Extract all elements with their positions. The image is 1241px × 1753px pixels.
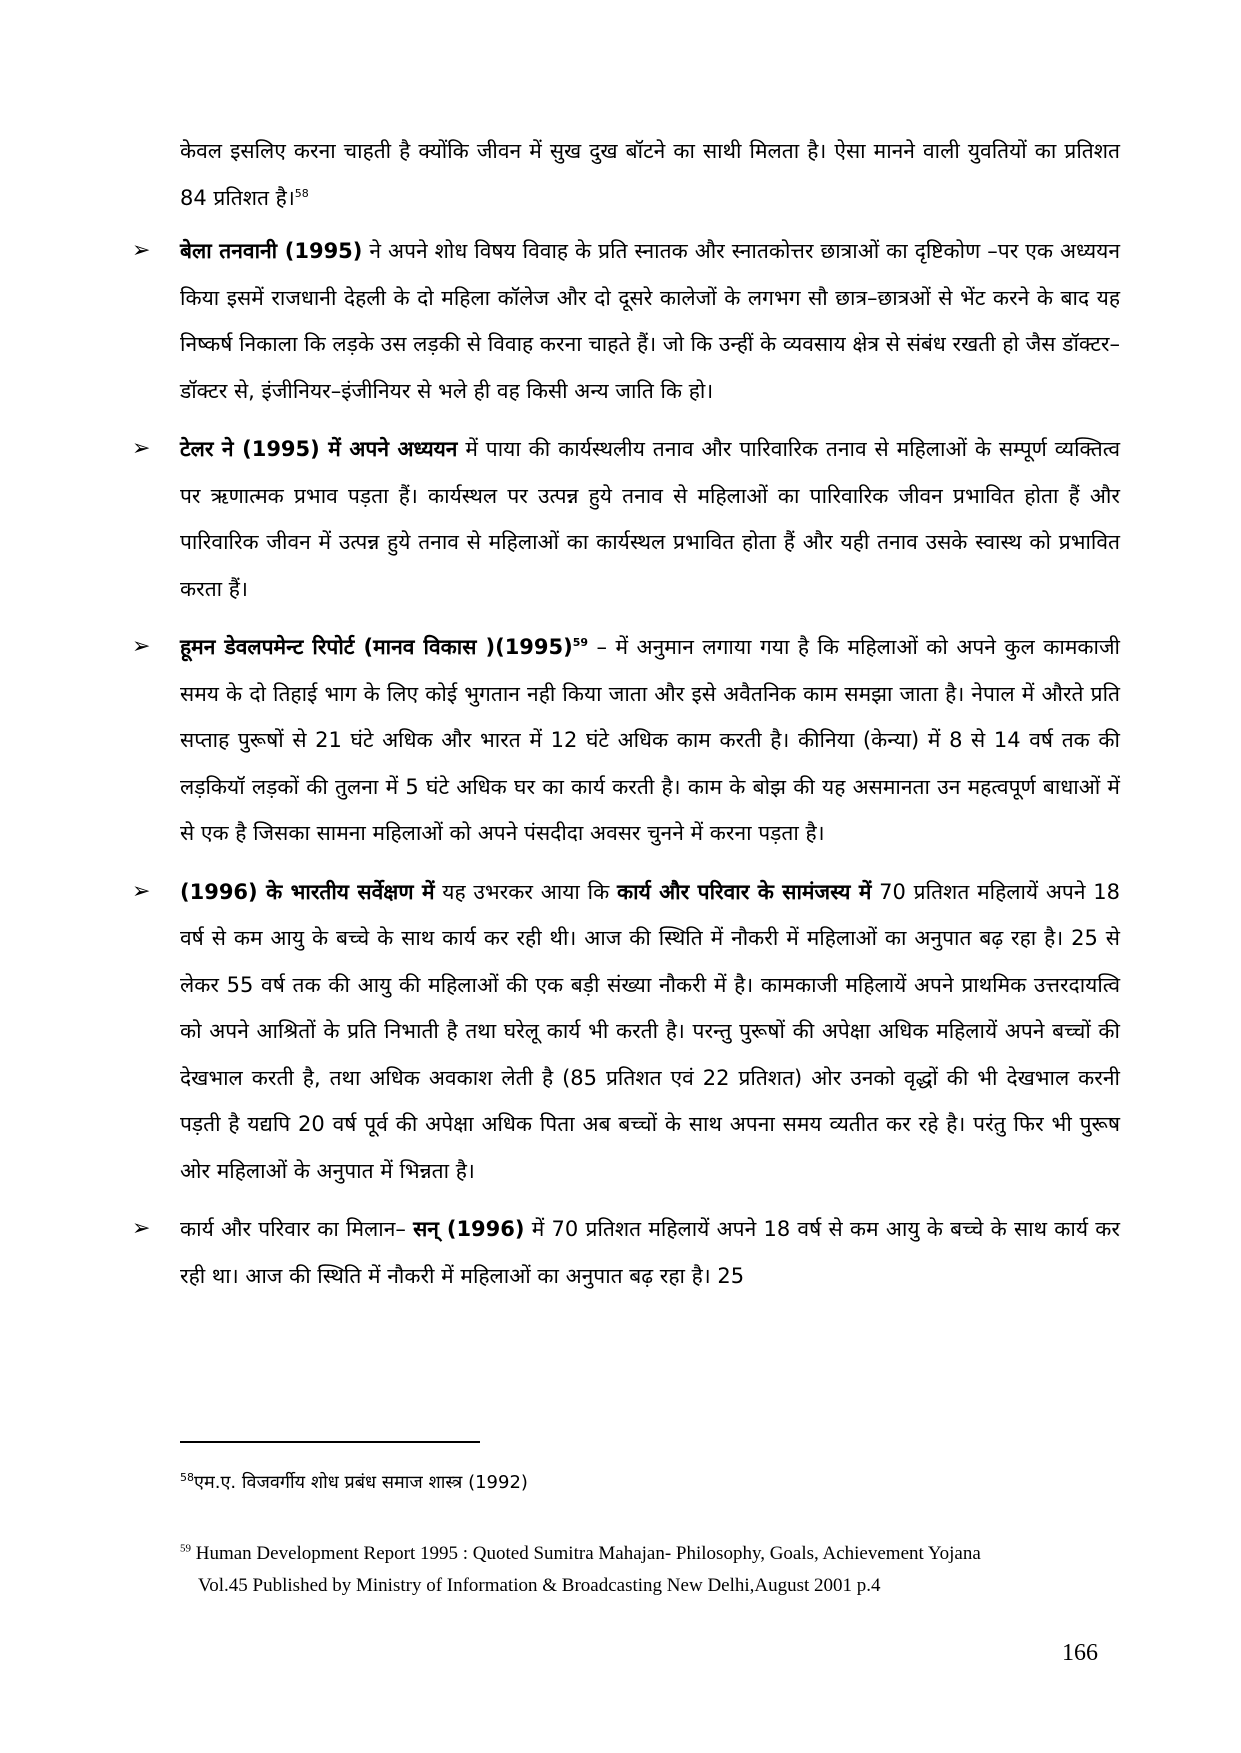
footnote-number: 58	[180, 1471, 194, 1484]
bullet-item-taylor	[128, 426, 1120, 612]
bullet-text: ने अपने शोध विषय विवाह के प्रति स्नातक और स्नातकोत्तर छात्राओं का दृष्टिकोण –पर एक अध्ययन किया इसमें राजधानी देहली के दो महिला कॉलेज और दो दूसरे कालेजों के लगभग सौ छात्र–छात्रओं से भेंट करने के बाद यह निष्कर्ष निकाला कि लड़के उस लड़की से विवाह करना चाहते हैं। जो कि उन्हीं के व्यवसाय क्षेत्र से संबंध रखती हो जैस डॉक्टर–डॉक्टर से, इंजीनियर–इंजीनियर से भले ही वह किसी अन्य जाति कि हो।	[180, 239, 1120, 403]
footnote-ref-58: 58	[294, 186, 309, 200]
intro-paragraph	[180, 128, 1120, 221]
bullet-heading: हूमन डेवलपमेन्ट रिपोर्ट (मानव विकास )(1995)	[180, 635, 573, 659]
bullet-heading: सन् (1996)	[413, 1217, 525, 1241]
arrow-bullet-icon: ➢	[132, 1216, 151, 1241]
bullet-heading: टेलर ने (1995) में अपने अध्ययन	[180, 437, 458, 461]
bullet-text: में 70 प्रतिशत महिलायें अपने 18 वर्ष से कम आयु के बच्चे के साथ कार्य कर रही था। आज की स्थिति में नौकरी में महिलाओं का अनुपात बढ़ रहा है। 25	[180, 1217, 1120, 1288]
bullet-text-a: यह उभरकर आया कि	[434, 879, 617, 904]
page-number: 166	[1062, 1640, 1098, 1666]
bullet-item-tanwani	[128, 228, 1120, 414]
footnote-text: एम.ए. विजवर्गीय शोध प्रबंध समाज शास्त्र (1992)	[194, 1472, 528, 1493]
footnote-ref-59: 59	[572, 636, 589, 649]
footnote-text-line1: Human Development Report 1995 : Quoted Sumitra Mahajan- Philosophy, Goals, Achievement Yojana	[191, 1543, 981, 1564]
bullet-item-survey-1996	[128, 869, 1120, 1195]
intro-text: केवल इसलिए करना चाहती है क्योंकि जीवन में सुख दुख बॉटने का साथी मिलता है। ऐसा मानने वाली युवतियों का प्रतिशत 84 प्रतिशत है।	[180, 139, 1120, 210]
bullet-text: 70 प्रतिशत महिलायें अपने 18 वर्ष से कम आयु के बच्चे के साथ कार्य कर रही थी। आज की स्थिति में नौकरी में महिलाओं का अनुपात बढ़ रहा है। 25 से लेकर 55 वर्ष तक की आयु की महिलाओं की एक बड़ी संख्या नौकरी में है। कामकाजी महिलायें अपने प्राथमिक उत्तरदायत्वि को अपने आश्रितों के प्रति निभाती है तथा घरेलू कार्य भी करती है। परन्तु पुरूषों की अपेक्षा अधिक महिलायें अपने बच्चों की देखभाल करती है, तथा अधिक अवकाश लेती है (85 प्रतिशत एवं 22 प्रतिशत) ओर उनको वृद्धों की भी देखभाल करनी पड़ती है यद्यपि 20 वर्ष पूर्व की अपेक्षा अधिक पिता अब बच्चों के साथ अपना समय व्यतीत कर रहे है। परंतु फिर भी पुरूष ओर महिलाओं के अनुपात में भिन्नता है।	[180, 879, 1120, 1183]
bullet-lead: कार्य और परिवार का मिलान–	[180, 1217, 414, 1241]
bullet-list	[128, 228, 1120, 1311]
bullet-text: में पाया की कार्यस्थलीय तनाव और पारिवारिक तनाव से महिलाओं के सम्पूर्ण व्यक्तित्व पर ऋणात्मक प्रभाव पड़ता हैं। कार्यस्थल पर उत्पन्न हुये तनाव से महिलाओं का पारिवारिक जीवन प्रभावित होता हैं और पारिवारिक जीवन में उत्पन्न हुये तनाव से महिलाओं का कार्यस्थल प्रभावित होता हैं और यही तनाव उसके स्वास्थ को प्रभावित करता हैं।	[180, 437, 1120, 601]
bullet-heading: बेला तनवानी (1995)	[180, 239, 363, 263]
bullet-item-work-family	[128, 1206, 1120, 1299]
footnote-separator	[180, 1441, 480, 1443]
footnote-text-line2: Vol.45 Published by Ministry of Information & Broadcasting New Delhi,August 2001 p.4	[198, 1575, 881, 1596]
footnote-number: 59	[180, 1542, 191, 1555]
footnote-58	[180, 1470, 1120, 1494]
bullet-item-hdr	[128, 624, 1120, 857]
arrow-bullet-icon: ➢	[132, 238, 151, 263]
footnote-59	[180, 1538, 1120, 1602]
bullet-heading: (1996) के भारतीय सर्वेक्षण में	[180, 879, 435, 904]
arrow-bullet-icon: ➢	[132, 436, 151, 461]
bullet-emphasis: कार्य और परिवार के सामंजस्य में	[617, 879, 872, 904]
bullet-text: – में अनुमान लगाया गया है कि महिलाओं को अपने कुल कामकाजी समय के दो तिहाई भाग के लिए कोई भुगतान नही किया जाता और इसे अवैतनिक काम समझा जाता है। नेपाल में औरते प्रति सप्ताह पुरूषों से 21 घंटे अधिक और भारत में 12 घंटे अधिक काम करती है। कीनिया (केन्या) में 8 से 14 वर्ष तक की लड़कियॉ लड़कों की तुलना में 5 घंटे अधिक घर का कार्य करती है। काम के बोझ की यह असमानता उन महत्वपूर्ण बाधाओं में से एक है जिसका सामना महिलाओं को अपने पंसदीदा अवसर चुनने में करना पड़ता है।	[180, 635, 1120, 845]
arrow-bullet-icon: ➢	[132, 634, 151, 659]
arrow-bullet-icon: ➢	[132, 878, 151, 904]
